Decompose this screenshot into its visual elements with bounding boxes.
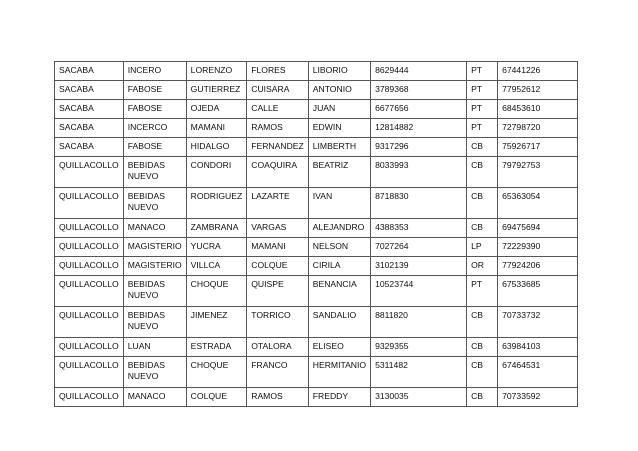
- apellido-paterno-cell: LORENZO: [186, 62, 247, 81]
- apellido-materno-cell: QUISPE: [247, 276, 309, 307]
- municipio-cell: SACABA: [55, 119, 124, 138]
- entidad-cell: MAGISTERIO: [123, 257, 186, 276]
- nombre-cell: EDWIN: [308, 119, 370, 138]
- telefono-cell: 70733592: [498, 388, 578, 407]
- municipio-cell: QUILLACOLLO: [55, 338, 124, 357]
- entidad-cell: FABOSE: [123, 100, 186, 119]
- municipio-cell: SACABA: [55, 100, 124, 119]
- apellido-materno-cell: FERNANDEZ: [247, 138, 309, 157]
- apellido-paterno-cell: VILLCA: [186, 257, 247, 276]
- table-row: [55, 157, 578, 188]
- apellido-paterno-cell: ZAMBRANA: [186, 219, 247, 238]
- expedido-cell: LP: [467, 238, 498, 257]
- ci-cell: 3789368: [371, 81, 467, 100]
- table-row: [55, 276, 578, 307]
- table-row: [55, 219, 578, 238]
- apellido-paterno-cell: MAMANI: [186, 119, 247, 138]
- apellido-materno-cell: TORRICO: [247, 307, 309, 338]
- ci-cell: 7027264: [371, 238, 467, 257]
- apellido-materno-cell: RAMOS: [247, 388, 309, 407]
- entidad-cell: BEBIDAS NUEVO: [123, 276, 186, 307]
- nombre-cell: FREDDY: [308, 388, 370, 407]
- municipio-cell: QUILLACOLLO: [55, 188, 124, 219]
- expedido-cell: OR: [467, 257, 498, 276]
- apellido-materno-cell: FRANCO: [247, 357, 309, 388]
- expedido-cell: CB: [467, 307, 498, 338]
- telefono-cell: 63984103: [498, 338, 578, 357]
- ci-cell: 4388353: [371, 219, 467, 238]
- telefono-cell: 72798720: [498, 119, 578, 138]
- nombre-cell: JUAN: [308, 100, 370, 119]
- municipio-cell: QUILLACOLLO: [55, 157, 124, 188]
- table-row: [55, 257, 578, 276]
- nombre-cell: BENANCIA: [308, 276, 370, 307]
- roster-table-body: [55, 62, 578, 407]
- telefono-cell: 79792753: [498, 157, 578, 188]
- ci-cell: 9329355: [371, 338, 467, 357]
- telefono-cell: 65363054: [498, 188, 578, 219]
- entidad-cell: MANACO: [123, 388, 186, 407]
- apellido-paterno-cell: COLQUE: [186, 388, 247, 407]
- nombre-cell: CIRILA: [308, 257, 370, 276]
- entidad-cell: MAGISTERIO: [123, 238, 186, 257]
- apellido-paterno-cell: GUTIERREZ: [186, 81, 247, 100]
- telefono-cell: 77924206: [498, 257, 578, 276]
- nombre-cell: ALEJANDRO: [308, 219, 370, 238]
- entidad-cell: BEBIDAS NUEVO: [123, 157, 186, 188]
- telefono-cell: 67533685: [498, 276, 578, 307]
- ci-cell: 5311482: [371, 357, 467, 388]
- table-row: [55, 188, 578, 219]
- entidad-cell: BEBIDAS NUEVO: [123, 307, 186, 338]
- expedido-cell: PT: [467, 119, 498, 138]
- table-row: [55, 338, 578, 357]
- table-row: [55, 238, 578, 257]
- telefono-cell: 67441226: [498, 62, 578, 81]
- apellido-paterno-cell: OJEDA: [186, 100, 247, 119]
- ci-cell: 8811820: [371, 307, 467, 338]
- apellido-materno-cell: OTALORA: [247, 338, 309, 357]
- table-row: [55, 119, 578, 138]
- municipio-cell: QUILLACOLLO: [55, 357, 124, 388]
- apellido-paterno-cell: YUCRA: [186, 238, 247, 257]
- municipio-cell: QUILLACOLLO: [55, 257, 124, 276]
- entidad-cell: BEBIDAS NUEVO: [123, 357, 186, 388]
- ci-cell: 3130035: [371, 388, 467, 407]
- entidad-cell: FABOSE: [123, 138, 186, 157]
- apellido-paterno-cell: CHOQUE: [186, 276, 247, 307]
- apellido-paterno-cell: CHOQUE: [186, 357, 247, 388]
- apellido-materno-cell: FLORES: [247, 62, 309, 81]
- municipio-cell: QUILLACOLLO: [55, 219, 124, 238]
- ci-cell: 8718830: [371, 188, 467, 219]
- nombre-cell: IVAN: [308, 188, 370, 219]
- expedido-cell: PT: [467, 276, 498, 307]
- expedido-cell: CB: [467, 338, 498, 357]
- apellido-materno-cell: CUISARA: [247, 81, 309, 100]
- nombre-cell: LIBORIO: [308, 62, 370, 81]
- table-row: [55, 307, 578, 338]
- entidad-cell: BEBIDAS NUEVO: [123, 188, 186, 219]
- table-row: [55, 62, 578, 81]
- table-row: [55, 100, 578, 119]
- table-row: [55, 357, 578, 388]
- table-row: [55, 388, 578, 407]
- municipio-cell: QUILLACOLLO: [55, 238, 124, 257]
- expedido-cell: CB: [467, 388, 498, 407]
- apellido-materno-cell: COAQUIRA: [247, 157, 309, 188]
- telefono-cell: 67464531: [498, 357, 578, 388]
- entidad-cell: INCERO: [123, 62, 186, 81]
- entidad-cell: LUAN: [123, 338, 186, 357]
- expedido-cell: CB: [467, 138, 498, 157]
- ci-cell: 8629444: [371, 62, 467, 81]
- ci-cell: 9317296: [371, 138, 467, 157]
- apellido-paterno-cell: JIMENEZ: [186, 307, 247, 338]
- ci-cell: 10523744: [371, 276, 467, 307]
- telefono-cell: 72229390: [498, 238, 578, 257]
- telefono-cell: 77952612: [498, 81, 578, 100]
- entidad-cell: MANACO: [123, 219, 186, 238]
- nombre-cell: ELISEO: [308, 338, 370, 357]
- ci-cell: 6677656: [371, 100, 467, 119]
- apellido-paterno-cell: RODRIGUEZ: [186, 188, 247, 219]
- nombre-cell: NELSON: [308, 238, 370, 257]
- municipio-cell: SACABA: [55, 138, 124, 157]
- expedido-cell: CB: [467, 219, 498, 238]
- municipio-cell: QUILLACOLLO: [55, 307, 124, 338]
- municipio-cell: SACABA: [55, 62, 124, 81]
- expedido-cell: PT: [467, 81, 498, 100]
- ci-cell: 12814882: [371, 119, 467, 138]
- expedido-cell: CB: [467, 188, 498, 219]
- table-row: [55, 138, 578, 157]
- expedido-cell: PT: [467, 100, 498, 119]
- municipio-cell: QUILLACOLLO: [55, 388, 124, 407]
- expedido-cell: CB: [467, 357, 498, 388]
- apellido-paterno-cell: ESTRADA: [186, 338, 247, 357]
- telefono-cell: 69475694: [498, 219, 578, 238]
- apellido-materno-cell: LAZARTE: [247, 188, 309, 219]
- nombre-cell: HERMITANIO: [308, 357, 370, 388]
- nombre-cell: ANTONIO: [308, 81, 370, 100]
- apellido-paterno-cell: CONDORI: [186, 157, 247, 188]
- roster-table: [54, 61, 578, 407]
- telefono-cell: 70733732: [498, 307, 578, 338]
- nombre-cell: SANDALIO: [308, 307, 370, 338]
- telefono-cell: 68453610: [498, 100, 578, 119]
- apellido-materno-cell: CALLE: [247, 100, 309, 119]
- municipio-cell: SACABA: [55, 81, 124, 100]
- nombre-cell: BEATRIZ: [308, 157, 370, 188]
- telefono-cell: 75926717: [498, 138, 578, 157]
- apellido-materno-cell: VARGAS: [247, 219, 309, 238]
- apellido-paterno-cell: HIDALGO: [186, 138, 247, 157]
- expedido-cell: CB: [467, 157, 498, 188]
- expedido-cell: PT: [467, 62, 498, 81]
- apellido-materno-cell: MAMANI: [247, 238, 309, 257]
- table-row: [55, 81, 578, 100]
- ci-cell: 3102139: [371, 257, 467, 276]
- entidad-cell: INCERCO: [123, 119, 186, 138]
- nombre-cell: LIMBERTH: [308, 138, 370, 157]
- apellido-materno-cell: COLQUE: [247, 257, 309, 276]
- ci-cell: 8033993: [371, 157, 467, 188]
- apellido-materno-cell: RAMOS: [247, 119, 309, 138]
- municipio-cell: QUILLACOLLO: [55, 276, 124, 307]
- entidad-cell: FABOSE: [123, 81, 186, 100]
